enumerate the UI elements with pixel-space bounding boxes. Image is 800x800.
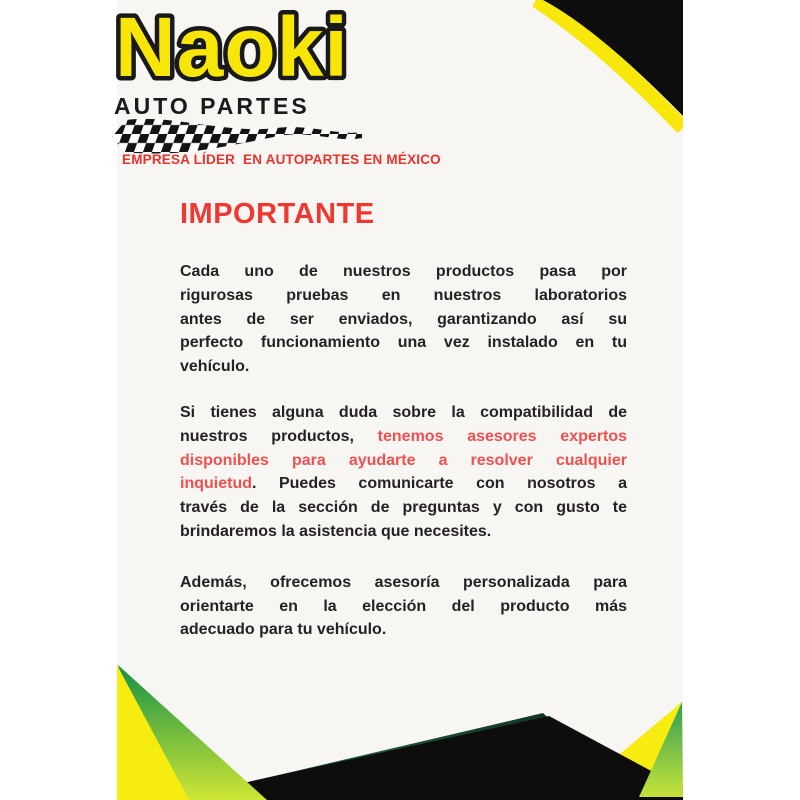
paragraph-3-line: orientarte en la elección del producto más <box>180 597 627 615</box>
corner-accent-decoration <box>533 0 683 135</box>
paragraph-2-highlight: tenemos asesores expertos <box>377 427 627 445</box>
content-block <box>180 197 627 642</box>
paragraph-3 <box>180 571 627 642</box>
brand-subtitle: AUTO PARTES <box>114 93 310 119</box>
paragraph-2-line <box>180 425 627 449</box>
paragraph-3-line: Además, ofrecemos asesoría personalizada para <box>180 573 627 591</box>
brand-logo <box>107 0 397 100</box>
paragraph-2 <box>180 401 627 544</box>
paragraph-1-line: antes de ser enviados, garantizando así su <box>180 310 627 328</box>
paragraph-2-highlight: inquietud <box>180 475 252 493</box>
paragraph-2-line: Si tienes alguna duda sobre la compatibilidad de <box>180 403 627 421</box>
paragraph-1-line: perfecto funcionamiento una vez instalado en tu <box>180 334 627 352</box>
paragraph-1-line: rigurosas pruebas en nuestros laboratorios <box>180 286 627 304</box>
paragraph-2-text: . Puedes comunicarte con nosotros a <box>251 475 627 493</box>
paragraph-2-line <box>180 472 627 496</box>
bottom-decoration <box>117 640 683 800</box>
page-title: IMPORTANTE <box>180 198 375 230</box>
paragraph-2-text: nuestros productos, <box>180 427 378 445</box>
checkered-flag-icon <box>111 116 365 156</box>
paragraph-1-line: Cada uno de nuestros productos pasa por <box>180 263 627 280</box>
flag-shape <box>112 119 362 154</box>
paragraph-3-line: adecuado para tu vehículo. <box>180 621 387 639</box>
paragraph-2-line: brindaremos la asistencia que necesites. <box>180 522 492 540</box>
paragraph-1-line: vehículo. <box>180 358 250 376</box>
paragraph-1 <box>180 260 627 379</box>
design-panel <box>114 0 683 800</box>
paragraph-2-highlight-line: disponibles para ayudarte a resolver cualquier <box>180 451 627 469</box>
paragraph-2-line: través de la sección de preguntas y con gusto te <box>180 499 627 517</box>
brand-tagline: EMPRESA LÍDER EN AUTOPARTES EN MÉXICO <box>122 152 441 167</box>
logo-text: Naoki <box>115 0 349 94</box>
